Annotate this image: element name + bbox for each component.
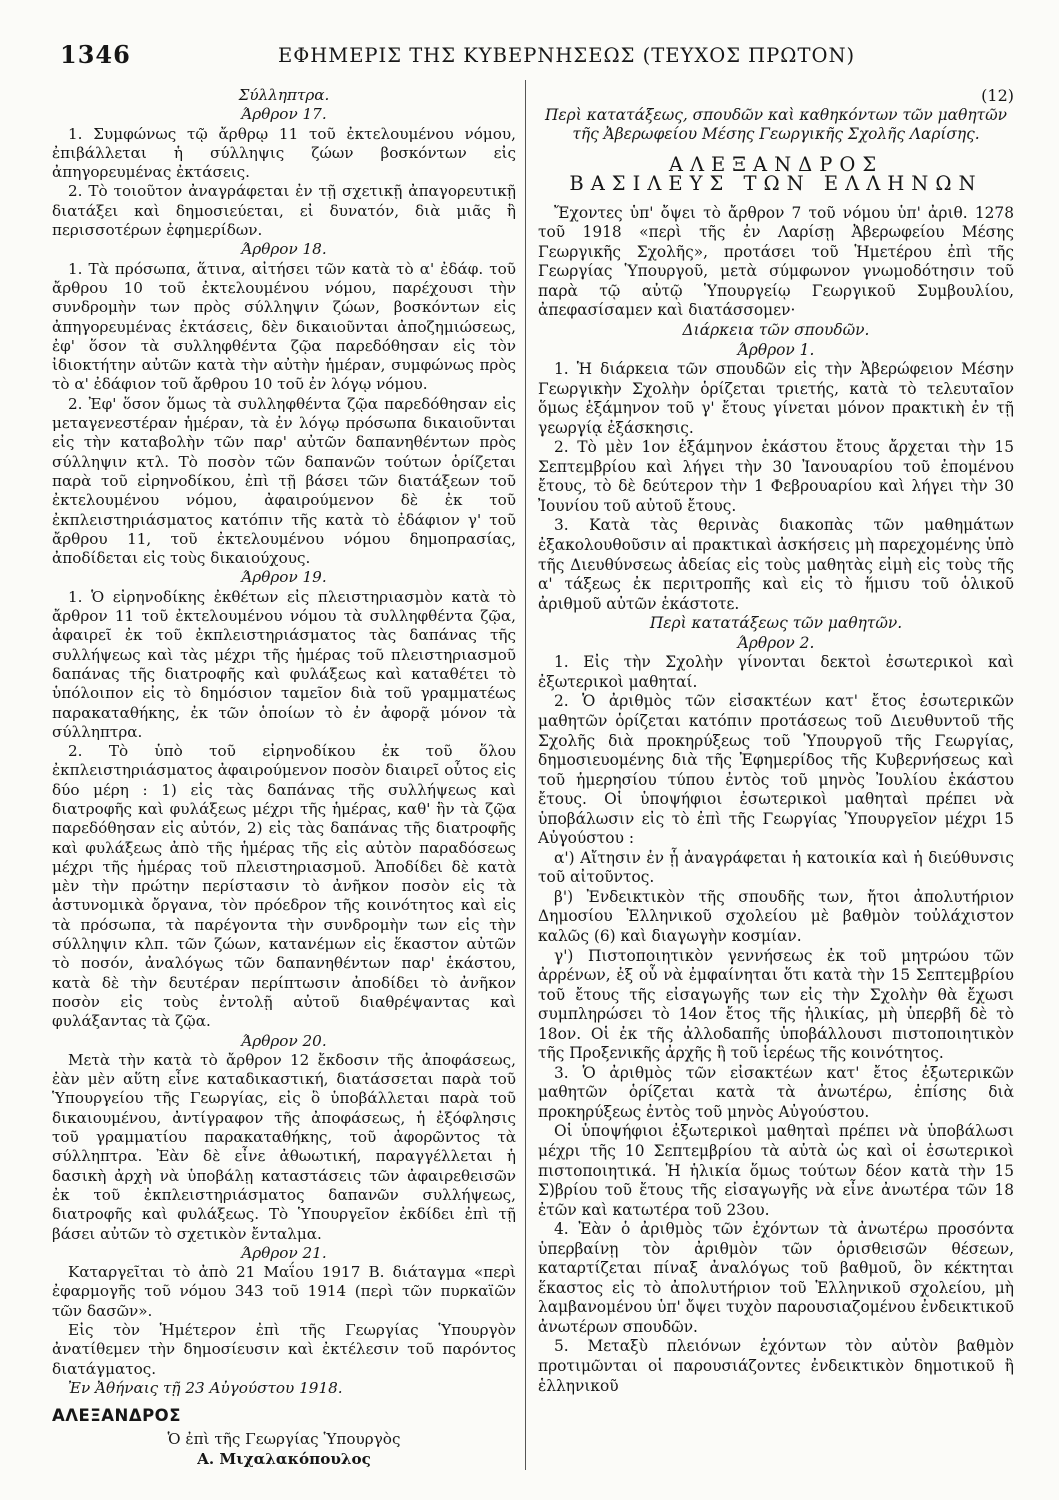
decree-number: (12) — [981, 86, 1014, 105]
article-2-paragraph-3: 3. Ὁ ἀριθμὸς τῶν εἰσακτέων κατ' ἔτος ἐξωτερικῶν μαθητῶν ὁρίζεται κατὰ τὰ ἀνωτέρω, ἐπίσης διὰ προκηρύξεως ἐντὸς τοῦ μηνὸς Αὐγούστου. — [538, 1063, 1014, 1121]
king-name-heading: ΑΛΕΞΑΝΔΡΟΣ — [668, 152, 884, 176]
article-2-item-a: α') Αἴτησιν ἐν ᾗ ἀναγράφεται ἡ κατοικία καὶ ἡ διεύθυνσις τοῦ αἰτοῦντος. — [538, 848, 1014, 887]
column-divider — [525, 80, 526, 1470]
minister-title: Ὁ ἐπὶ τῆς Γεωργίας Ὑπουργὸς — [167, 1430, 401, 1449]
article-19-heading: Άρθρον 19. — [241, 568, 327, 587]
right-column — [538, 86, 1014, 1484]
article-17-paragraph-2: 2. Τὸ τοιοῦτον ἀναγράφεται ἐν τῇ σχετικῇ ἀπαγορευτικῇ διατάξει καὶ δημοσιεύεται, εἰ δυνατόν, διὰ μιᾶς ἢ περισσοτέρων ἐφημερίδων. — [52, 182, 516, 240]
article-2-item-b: β') Ἐνδεικτικὸν τῆς σπουδῆς των, ἤτοι ἀπολυτήριον Δημοσίου Ἑλληνικοῦ σχολείου μὲ βαθμὸν τοὐλάχιστον καλῶς (6) καὶ διαγωγὴν κοσμίαν. — [538, 887, 1014, 945]
left-column — [52, 86, 516, 1484]
article-21-paragraph-1: Καταργεῖται τὸ ἀπὸ 21 Μαΐου 1917 Β. διάταγμα «περὶ ἐφαρμογῆς τοῦ νόμου 343 τοῦ 1914 (περὶ τῶν πυρκαϊῶν τῶν δασῶν». — [52, 1263, 516, 1320]
page-number: 1346 — [60, 40, 131, 69]
article-1-paragraph-3: 3. Κατὰ τὰς θερινὰς διακοπὰς τῶν μαθημάτων ἐξακολουθοῦσιν αἱ πρακτικαὶ ἀσκήσεις μὴ παρεχομένης ὑπὸ τῆς Διευθύνσεως ἀδείας εἰς τοὺς μαθητὰς εἰμὴ εἰς τοὺς τῆς α' τάξεως ἐκ περιτροπῆς καὶ εἰς τὸ ἥμισυ τοῦ ὁλικοῦ ἀριθμοῦ αὐτῶν ἑκάστοτε. — [538, 516, 1014, 613]
article-18-heading: Άρθρον 18. — [241, 240, 327, 259]
article-19-paragraph-1: 1. Ὁ εἰρηνοδίκης ἐκθέτων εἰς πλειστηριασμὸν κατὰ τὸ ἄρθρον 11 τοῦ ἐκτελουμένου νόμου τὰ συλληφθέντα ζῷα, ἀφαιρεῖ ἐκ τοῦ ἐκπλειστηριάσματος τὰς δαπάνας τῆς συλλήψεως καὶ τὰς μέχρι τῆς ἡμέρας τοῦ πλειστηριασμοῦ δαπάνας τῆς διατροφῆς καὶ φυλάξεως καὶ καταθέτει τὸ ὑπόλοιπον εἰς τὸ δημόσιον ταμεῖον διὰ τοῦ γραμματέως παρακαταθήκης, ἐκ τῶν ὁποίων τὸ ἐν ἀφορᾷ μόνον τὰ σύλληπτρα. — [52, 587, 516, 741]
minister-name: Α. Μιχαλακόπουλος — [197, 1449, 371, 1468]
article-2-item-c: γ') Πιστοποιητικὸν γεννήσεως ἐκ τοῦ μητρώου τῶν ἀρρένων, ἐξ οὗ νὰ ἐμφαίνηται ὅτι κατὰ τὴν 15 Σεπτεμβρίου τοῦ ἔτους τῆς εἰσαγωγῆς των εἰς τὴν Σχολὴν θὰ ἔχωσι συμπληρώσει τὸ 14ον ἔτος τῆς ἡλικίας, μὴ ὑπερβῆ δὲ τὸ 18ον. Οἱ ἐκ τῆς ἀλλοδαπῆς ὑποβάλλουσι πιστοποιητικὸν τῆς Προξενικῆς ἀρχῆς ἢ τοῦ ἱερέως τῆς κοινότητος. — [538, 946, 1014, 1063]
running-title: ΕΦΗΜΕΡΙΣ ΤΗΣ ΚΥΒΕΡΝΗΣΕΩΣ (ΤΕΥΧΟΣ ΠΡΩΤΟΝ) — [278, 44, 856, 67]
article-21-heading: Άρθρον 21. — [241, 1243, 327, 1262]
king-signature: ΑΛΕΞΑΝΔΡΟΣ — [52, 1406, 181, 1426]
king-title-heading: ΒΑΣΙΛΕΥΣ ΤΩΝ ΕΛΛΗΝΩΝ — [569, 172, 983, 196]
article-20-heading: Άρθρον 20. — [241, 1031, 327, 1050]
article-20-paragraph-1: Μετὰ τὴν κατὰ τὸ ἄρθρον 12 ἔκδοσιν τῆς ἀποφάσεως, ἐὰν μὲν αὕτη εἶνε καταδικαστική, διατάσσεται παρὰ τοῦ Ὑπουργείου τῆς Γεωργίας, εἰς ὃ ὑποβάλλεται παρὰ τοῦ δικαιουμένου, ἀντίγραφον τῆς ἀποφάσεως, ἡ ἐξόφλησις τοῦ γραμματίου παρακαταθήκης, τοῦ ἀφορῶντος τὰ σύλληπτρα. Ἐὰν δὲ εἶνε ἀθωωτική, παραγγέλλεται ἡ δασικὴ ἀρχὴ νὰ ὑποβάλῃ καταστάσεις τῶν ἀφαιρεθεισῶν ἐκ τοῦ ἐκπλειστηριάσματος δαπανῶν συλλήψεως, διατροφῆς καὶ φυλάξεως. Τὸ Ὑπουργεῖον ἐκδίδει ἐπὶ τῇ βάσει αὐτῶν τὸ σχετικὸν ἔνταλμα. — [52, 1050, 516, 1243]
article-1-paragraph-1: 1. Ἡ διάρκεια τῶν σπουδῶν εἰς τὴν Ἀβερώφειον Μέσην Γεωργικὴν Σχολὴν ὁρίζεται τριετής, κατὰ τὸ τελευταῖον ὅμως ἑξάμηνον τοῦ γ' ἔτους γίνεται μόνον πρακτικὴ ἐν τῇ γεωργίᾳ ἐξάσκησις. — [538, 360, 1014, 437]
article-18-paragraph-2: 2. Ἐφ' ὅσον ὅμως τὰ συλληφθέντα ζῷα παρεδόθησαν εἰς μεταγενεστέραν ἡμέραν, τὰ ἐν λόγῳ πρόσωπα δικαιοῦνται εἰς τὴν καταβολὴν τῶν παρ' αὐτῶν δαπανηθέντων πρὸς σύλληψιν κτλ. Τὸ ποσὸν τῶν δαπανῶν τούτων ὁρίζεται παρὰ τοῦ εἰρηνοδίκου, ἐπὶ τῇ βάσει τῶν διατάξεων τοῦ ἐκτελουμένου νόμου, ἀφαιρούμενον δὲ ἐκ τοῦ ἐκπλειστηριάσματος κατόπιν τῆς κατὰ τὸ ἐδάφιον γ' τοῦ ἄρθρου 11, τοῦ ἐκτελουμένου νόμου δημοπρασίας, ἀποδίδεται εἰς τοὺς δικαιούχους. — [52, 394, 516, 568]
article-2-paragraph-2: 2. Ὁ ἀριθμὸς τῶν εἰσακτέων κατ' ἔτος ἐσωτερικῶν μαθητῶν ὁρίζεται κατόπιν προτάσεως τοῦ Διευθυντοῦ τῆς Σχολῆς διὰ προκηρύξεως τοῦ Ὑπουργοῦ τῆς Γεωργίας, δημοσιευομένης διὰ τῆς Ἐφημερίδος τῆς Κυβερνήσεως καὶ τοῦ ἡμερησίου τύπου ἐντὸς τοῦ μηνὸς Ἰουλίου ἑκάστου ἔτους. Οἱ ὑποψήφιοι ἐσωτερικοὶ μαθηταὶ πρέπει νὰ ὑποβάλωσιν εἰς τὸ ἐπὶ τῆς Γεωργίας Ὑπουργεῖον μέχρι 15 Αὐγούστου : — [538, 692, 1014, 848]
article-21-paragraph-2: Εἰς τὸν Ἡμέτερον ἐπὶ τῆς Γεωργίας Ὑπουργὸν ἀνατίθεμεν τὴν δημοσίευσιν καὶ ἐκτέλεσιν τοῦ παρόντος διατάγματος. — [52, 1321, 516, 1378]
section-heading-duration: Διάρκεια τῶν σπουδῶν. — [682, 321, 870, 340]
article-17-paragraph-1: 1. Συμφώνως τῷ ἄρθρῳ 11 τοῦ ἐκτελουμένου νόμου, ἐπιβάλλεται ἡ σύλληψις ζώων βοσκόντων εἰς ἀπηγορευμένας ἐκτάσεις. — [52, 124, 516, 182]
article-2-paragraph-4: Οἱ ὑποψήφιοι ἐξωτερικοὶ μαθηταὶ πρέπει νὰ ὑποβάλωσι μέχρι τῆς 10 Σεπτεμβρίου τὰ αὐτὰ ὡς καὶ οἱ ἐσωτερικοὶ πιστοποιητικά. Ἡ ἡλικία ὅμως τούτων δέον κατὰ τὴν 15 Σ)βρίου τοῦ ἔτους τῆς εἰσαγωγῆς νὰ εἶνε ἀνωτέρα τῶν 18 ἐτῶν καὶ κατωτέρα τοῦ 23ου. — [538, 1122, 1014, 1219]
page-header — [60, 40, 1019, 72]
article-2-paragraph-6: 5. Μεταξὺ πλειόνων ἐχόντων τὸν αὐτὸν βαθμὸν προτιμῶνται οἱ παρουσιάζοντες ἐνδεικτικὸν δημοτικοῦ ἢ ἑλληνικοῦ — [538, 1337, 1014, 1395]
decree-preamble: Ἔχοντες ὑπ' ὄψει τὸ ἄρθρον 7 τοῦ νόμου ὑπ' ἀριθ. 1278 τοῦ 1918 «περὶ τῆς ἐν Λαρίσῃ Ἀβερωφείου Μέσης Γεωργικῆς Σχολῆς», προτάσει τοῦ Ἡμετέρου ἐπὶ τῆς Γεωργίας Ὑπουργοῦ, μετὰ σύμφωνον γνωμοδότησιν τοῦ παρὰ τῷ αὐτῷ Ὑπουργείῳ Γεωργικοῦ Συμβουλίου, ἀπεφασίσαμεν καὶ διατάσσομεν· — [538, 203, 1014, 320]
article-2-heading: Άρθρον 2. — [737, 633, 815, 652]
decree-date: Ἐν Ἀθήναις τῇ 23 Αὐγούστου 1918. — [68, 1378, 343, 1397]
section-heading-sylliptra: Σύλληπτρα. — [238, 86, 330, 104]
section-heading-classification: Περὶ κατατάξεως τῶν μαθητῶν. — [649, 614, 903, 633]
article-17-heading: Άρθρον 17. — [241, 105, 327, 124]
article-18-paragraph-1: 1. Τὰ πρόσωπα, ἅτινα, αἰτήσει τῶν κατὰ τὸ α' ἐδάφ. τοῦ ἄρθρου 10 τοῦ ἐκτελουμένου νόμου, παρέχουσι τὴν συνδρομὴν των πρὸς σύλληψιν ζώων, βοσκόντων εἰς ἀπηγορευμένας ἐκτάσεις, δὲν δικαιοῦνται ἀποζημιώσεως, ἐφ' ὅσον τὰ συλληφθέντα ζῷα παρεδόθησαν εἰς τὸν ἰδιοκτήτην αὐτῶν κατὰ τὴν αὐτὴν ἡμέραν, συμφώνως πρὸς τὸ α' ἐδάφιον τοῦ ἄρθρου 10 τοῦ ἐν λόγῳ νόμου. — [52, 259, 516, 394]
article-1-heading: Άρθρον 1. — [737, 340, 815, 359]
article-1-paragraph-2: 2. Τὸ μὲν 1ον ἑξάμηνον ἑκάστου ἔτους ἄρχεται τὴν 15 Σεπτεμβρίου καὶ λήγει τὴν 30 Ἰανουαρίου τοῦ ἐπομένου ἔτους, τὸ δὲ δεύτερον τὴν 1 Φεβρουαρίου καὶ λήγει τὴν 30 Ἰουνίου τοῦ αὐτοῦ ἔτους. — [538, 438, 1014, 515]
decree-title: Περὶ κατατάξεως, σπουδῶν καὶ καθηκόντων τῶν μαθητῶν τῆς Ἀβερωφείου Μέσης Γεωργικῆς Σχολῆς Λαρίσης. — [545, 105, 1007, 144]
article-19-paragraph-2: 2. Τὸ ὑπὸ τοῦ εἰρηνοδίκου ἐκ τοῦ ὅλου ἐκπλειστηριάσματος ἀφαιρούμενον ποσὸν διαιρεῖ οὗτος εἰς δύο μέρη : 1) εἰς τὰς δαπάνας τῆς συλλήψεως καὶ διατροφῆς καὶ φυλάξεως μέχρι τῆς ἡμέρας, καθ' ἣν τὰ ζῷα παρεδόθησαν εἰς αὐτόν, 2) εἰς τὰς δαπάνας τῆς διατροφῆς καὶ φυλάξεως ἀπὸ τῆς ἡμέρας τῆς εἰς αὐτὸν παραδόσεως μέχρι τῆς ἡμέρας τοῦ πλειστηριασμοῦ. Ἀποδίδει δὲ κατὰ μὲν τὴν πρώτην περίστασιν τὸ ἀνῆκον ποσὸν εἰς τὰ ἀστυνομικὰ ὄργανα, τὸν πρόεδρον τῆς κοινότητος καὶ εἰς τὰ πρόσωπα, τὰ παρέγοντα τὴν συνδρομὴν των εἰς τὴν σύλληψιν κλπ. τῶν ζώων, κατανέμων εἰς ἕκαστον αὐτῶν τὸ ποσόν, ἀναλόγως τῶν δαπανηθέντων παρ' ἑκάστου, κατὰ δὲ τὴν δευτέραν περίπτωσιν ἀποδίδει τὸ ἀνῆκον ποσὸν εἰς τοὺς ἐντολῇ αὐτοῦ διαθρέψαντας καὶ φυλάξαντας τὰ ζῷα. — [52, 742, 516, 1031]
article-2-paragraph-5: 4. Ἐὰν ὁ ἀριθμὸς τῶν ἐχόντων τὰ ἀνωτέρω προσόντα ὑπερβαίνῃ τὸν ἀριθμὸν τῶν ὁρισθεισῶν θέσεων, καταρτίζεται πίναξ ἀναλόγως τοῦ βαθμοῦ, ὃν κέκτηται ἕκαστος εἰς τὸ ἀπολυτήριον τοῦ Ἑλληνικοῦ σχολείου, μὴ λαμβανομένου ὑπ' ὄψει τυχὸν παρουσιαζομένου ἐνδεικτικοῦ ἀνωτέρων σπουδῶν. — [538, 1220, 1014, 1336]
article-2-paragraph-1: 1. Εἰς τὴν Σχολὴν γίνονται δεκτοὶ ἐσωτερικοὶ καὶ ἐξωτερικοὶ μαθηταί. — [538, 653, 1014, 691]
